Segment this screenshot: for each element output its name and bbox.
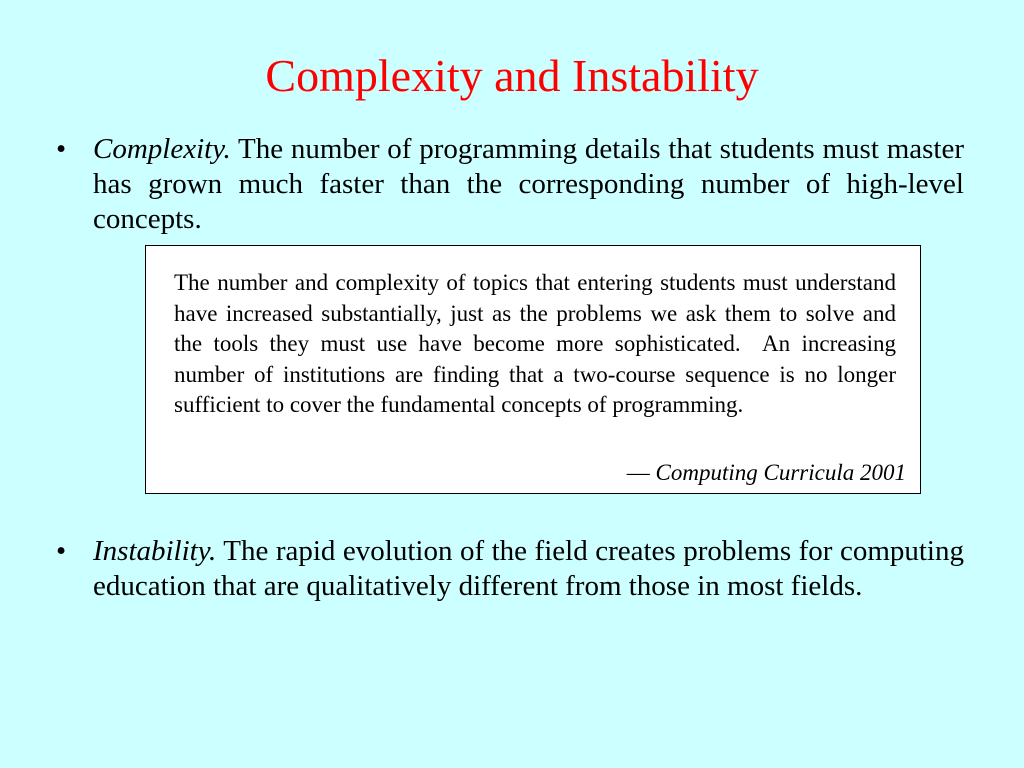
bullet-lead-term: Complexity. xyxy=(93,133,231,165)
bullet-complexity xyxy=(56,132,964,237)
bullet-lead-term: Instability. xyxy=(93,535,217,567)
slide-title: Complexity and Instability xyxy=(265,50,759,101)
bullet-body xyxy=(93,132,964,237)
bullet-body xyxy=(93,534,964,604)
quote-dash: — xyxy=(626,460,650,485)
quote-box xyxy=(145,245,921,494)
quote-attribution xyxy=(627,458,906,488)
bullet-text: The rapid evolution of the field creates problems for computing education that are qualitatively different from those in most fields. xyxy=(93,535,964,602)
quote-source: Computing Curricula 2001 xyxy=(655,460,906,485)
bullet-text: The number of programming details that students must master has grown much faster than the corresponding number of high-level concepts. xyxy=(93,133,964,235)
bullet-marker: • xyxy=(56,535,67,567)
bullet-instability xyxy=(56,534,964,604)
quote-text: The number and complexity of topics that entering students must understand have increased substantially, just as the problems we ask them to solve and the tools they must use have become more sophisticated. An increasing number of institutions are finding that a two-course sequence is no longer sufficient to cover the fundamental concepts of programming. xyxy=(174,270,896,417)
bullet-marker: • xyxy=(56,133,67,165)
